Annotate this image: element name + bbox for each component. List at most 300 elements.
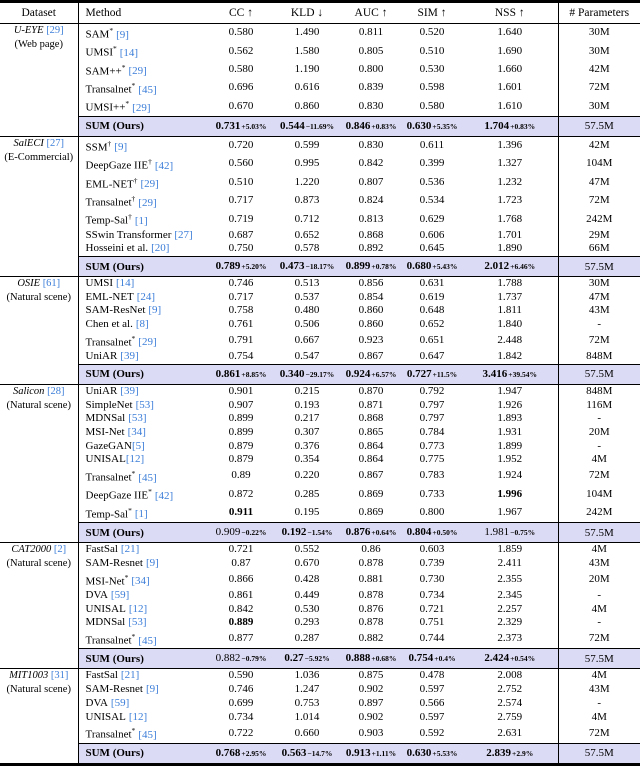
params-cell: 30M [558, 24, 640, 43]
params-cell: 72M [558, 332, 640, 350]
metric-value: 0.629 [419, 212, 445, 225]
sum-metric-cell [274, 743, 340, 764]
sum-percent: +5.35% [432, 121, 458, 131]
method-cell [78, 630, 208, 649]
metric-cell [462, 589, 558, 603]
metric-cell [208, 210, 274, 228]
metric-value: 0.923 [358, 334, 384, 347]
metric-value: 0.530 [294, 602, 320, 615]
table-row [0, 291, 640, 305]
metric-value: 0.866 [228, 572, 254, 585]
method-name: DVA [85, 588, 108, 601]
metric-cell [462, 724, 558, 743]
metric-value: 1.701 [497, 228, 523, 241]
sum-metric-cell [402, 116, 462, 136]
table-header [0, 2, 640, 24]
citation-link[interactable]: [28] [47, 385, 65, 397]
table-row [0, 571, 640, 589]
citation-link[interactable]: [45] [138, 471, 157, 484]
metric-value: 0.611 [419, 139, 445, 152]
metric-cell [274, 192, 340, 210]
metric-value: 0.861 [228, 588, 254, 601]
citation-link[interactable]: [9] [148, 304, 162, 317]
metric-value: 0.860 [294, 99, 320, 112]
col-header-parameters: # Parameters [558, 2, 640, 24]
metric-value: 1.768 [497, 212, 523, 225]
method-name: FastSal [85, 543, 118, 556]
citation-link[interactable]: [9] [114, 141, 128, 154]
metric-value: 0.733 [419, 487, 445, 500]
metric-value: 0.536 [419, 175, 445, 188]
sum-percent: +11.5% [432, 369, 458, 379]
metric-cell [340, 557, 402, 571]
metric-cell [402, 97, 462, 116]
method-cell [78, 242, 208, 256]
metric-cell [274, 42, 340, 60]
citation-link[interactable]: [20] [151, 242, 170, 255]
method-cell [78, 711, 208, 725]
method-name: UNISAL [85, 602, 126, 615]
method-name: UMSI++ [85, 102, 126, 115]
sum-metric-cell [340, 649, 402, 669]
metric-value: 2.008 [497, 669, 523, 682]
metric-value: 0.597 [419, 683, 445, 696]
sum-percent: +2.9% [512, 748, 534, 758]
metric-cell [402, 630, 462, 649]
citation-link[interactable]: [59] [110, 696, 130, 709]
metric-cell [340, 384, 402, 398]
sum-row [0, 743, 640, 764]
metric-value: 0.730 [419, 572, 445, 585]
metric-cell [462, 291, 558, 305]
method-cell [78, 350, 208, 364]
params-cell: 104M [558, 155, 640, 173]
header-row [0, 2, 640, 24]
dataset-title [0, 669, 78, 683]
sum-value: 0.882 [215, 652, 241, 665]
dataset-name: Salicon [12, 385, 45, 397]
sum-percent: −5.92% [304, 654, 330, 664]
params-cell: 57.5M [558, 649, 640, 669]
metric-cell [462, 453, 558, 467]
metric-cell [208, 571, 274, 589]
metric-cell [340, 350, 402, 364]
metric-value: 0.892 [358, 242, 384, 255]
citation-link[interactable]: [45] [138, 83, 157, 96]
citation-link[interactable]: [21] [120, 543, 140, 556]
metric-cell [462, 504, 558, 523]
dataset-cell [0, 543, 78, 669]
metric-value: 0.746 [228, 683, 254, 696]
params-cell: 104M [558, 485, 640, 503]
citation-link[interactable]: [42] [154, 490, 174, 503]
sum-metric-cell [208, 743, 274, 764]
citation-link[interactable]: [61] [42, 278, 61, 289]
citation-link[interactable]: [53] [135, 398, 154, 411]
metric-value: 0.797 [419, 412, 445, 425]
metric-value: 0.285 [294, 487, 320, 500]
metric-value: 0.902 [358, 683, 384, 696]
citation-link[interactable]: [8] [135, 318, 149, 331]
method-cell [78, 504, 208, 523]
metric-cell [402, 155, 462, 173]
method-name: SSM [85, 141, 108, 154]
metric-cell [340, 42, 402, 60]
method-cell [78, 61, 208, 79]
metric-cell [340, 724, 402, 743]
method-name: SAM-Resnet [85, 683, 143, 696]
metric-value: 0.220 [294, 469, 320, 482]
metric-value: 0.856 [358, 277, 384, 289]
sum-metric-cell [340, 257, 402, 277]
sum-value: 0.630 [406, 119, 432, 132]
params-cell: 42M [558, 136, 640, 155]
metric-value: 0.879 [228, 453, 254, 466]
metric-value: 0.721 [228, 543, 254, 556]
params-cell: 4M [558, 669, 640, 683]
sum-metric-cell [340, 364, 402, 384]
metric-value: 0.995 [294, 157, 320, 170]
metric-value: 0.901 [228, 384, 254, 397]
metric-cell [462, 384, 558, 398]
metric-value: 1.640 [497, 26, 523, 39]
metric-cell [340, 467, 402, 485]
citation-link[interactable]: [34] [131, 575, 150, 588]
metric-value: 1.723 [497, 194, 523, 207]
sum-percent: +6.46% [510, 262, 536, 271]
metric-value: 0.293 [294, 616, 320, 629]
metric-cell [462, 210, 558, 228]
metric-value: 0.797 [419, 398, 445, 411]
metric-value: 0.530 [419, 63, 445, 76]
table-row [0, 467, 640, 485]
citation-link[interactable]: [53] [128, 616, 147, 629]
sum-value: 0.731 [215, 119, 241, 132]
citation-link[interactable]: [12] [125, 453, 145, 466]
metric-cell [208, 97, 274, 116]
citation-link[interactable]: [39] [120, 350, 139, 363]
sum-value: 0.909 [215, 526, 241, 539]
metric-cell [340, 97, 402, 116]
metric-value: 0.631 [419, 277, 445, 289]
metric-cell [208, 426, 274, 440]
metric-cell [208, 467, 274, 485]
metric-value: 0.867 [358, 469, 384, 482]
metric-value: 2.631 [497, 726, 523, 739]
sum-percent: −0.75% [510, 528, 536, 538]
method-name: SAM-ResNet [85, 304, 146, 317]
params-cell: 4M [558, 543, 640, 557]
metric-value: 0.399 [419, 157, 445, 170]
method-cell [78, 318, 208, 332]
params-cell: 30M [558, 97, 640, 116]
sum-value: 0.846 [345, 119, 371, 132]
citation-link[interactable]: [29] [132, 102, 151, 115]
metric-cell [402, 697, 462, 711]
metric-cell [462, 467, 558, 485]
metric-value: 0.580 [228, 63, 254, 76]
citation-link[interactable]: [27] [174, 228, 193, 241]
metric-value: 0.719 [228, 212, 254, 225]
metric-value: 0.590 [228, 669, 254, 682]
table-row [0, 485, 640, 503]
method-superscript: † [133, 175, 138, 185]
metric-cell [462, 440, 558, 454]
citation-link[interactable]: [9] [145, 683, 159, 696]
metric-value: 0.534 [419, 194, 445, 207]
dataset-subtitle: (Natural scene) [6, 557, 71, 569]
method-name: Transalnet [85, 471, 132, 484]
metric-cell [274, 61, 340, 79]
sum-percent: +5.03% [241, 121, 267, 131]
method-name: Temp-Sal [85, 214, 129, 227]
table-row [0, 384, 640, 398]
citation-link[interactable]: [24] [136, 290, 156, 303]
citation-link[interactable]: [29] [46, 25, 64, 36]
sum-value: 0.876 [345, 526, 371, 539]
sum-label-cell: SUM (Ours) [78, 257, 208, 277]
metric-value: 0.869 [358, 487, 384, 500]
metric-value: 0.87 [231, 556, 251, 569]
metric-cell [274, 630, 340, 649]
metric-cell [402, 332, 462, 350]
metric-cell [340, 291, 402, 305]
metric-value: 0.560 [228, 157, 254, 170]
params-cell: 20M [558, 426, 640, 440]
metric-cell [340, 332, 402, 350]
metric-cell [402, 616, 462, 630]
citation-link[interactable]: [1] [134, 214, 148, 227]
metric-cell [274, 97, 340, 116]
sum-value: 0.563 [281, 746, 307, 759]
table-row [0, 192, 640, 210]
metric-cell [208, 136, 274, 155]
citation-link[interactable]: [31] [50, 670, 69, 682]
sum-metric-cell [208, 116, 274, 136]
table-row [0, 136, 640, 155]
citation-link[interactable]: [59] [110, 588, 130, 601]
method-name: MSI-Net [85, 425, 125, 438]
params-cell: 43M [558, 557, 640, 571]
method-cell [78, 174, 208, 192]
metric-value: 1.893 [497, 412, 523, 425]
metric-cell [340, 616, 402, 630]
metric-value: 0.598 [419, 81, 445, 94]
metric-value: 0.881 [358, 572, 384, 585]
metric-cell [340, 399, 402, 413]
metric-value: 0.750 [228, 242, 254, 255]
metric-cell [340, 24, 402, 43]
metric-cell [462, 616, 558, 630]
metric-value: 1.610 [497, 99, 523, 112]
citation-link[interactable]: [9] [116, 28, 129, 41]
metric-value: 0.670 [228, 99, 254, 112]
table-row [0, 683, 640, 697]
metric-cell [402, 399, 462, 413]
citation-link[interactable]: [29] [138, 336, 157, 349]
metric-cell [402, 318, 462, 332]
metric-cell [340, 485, 402, 503]
metric-value: 0.897 [358, 696, 384, 709]
metric-value: 0.712 [294, 212, 320, 225]
metric-value: 0.547 [294, 350, 320, 363]
metric-cell [274, 384, 340, 398]
metric-value: 0.580 [419, 99, 445, 112]
metric-value: 0.660 [294, 726, 320, 739]
metric-cell [208, 304, 274, 318]
sum-value: 0.727 [406, 367, 432, 380]
sum-percent: +8.85% [241, 369, 267, 379]
citation-link[interactable]: [9] [145, 556, 159, 569]
params-cell: 242M [558, 504, 640, 523]
sum-percent: +0.83% [371, 121, 397, 131]
sum-percent: +6.57% [371, 369, 397, 379]
table-row [0, 277, 640, 291]
metric-cell [340, 504, 402, 523]
params-cell: 72M [558, 467, 640, 485]
sum-metric-cell [462, 743, 558, 764]
citation-link[interactable]: [14] [119, 47, 139, 60]
dataset-cell [0, 669, 78, 764]
metric-cell [274, 467, 340, 485]
sum-row [0, 364, 640, 384]
metric-value: 0.597 [419, 710, 445, 723]
metric-value: 0.552 [294, 543, 320, 556]
method-superscript: * [131, 469, 136, 479]
method-superscript: * [109, 26, 114, 35]
metric-cell [462, 229, 558, 243]
metric-value: 0.791 [228, 334, 254, 347]
sum-value: 2.839 [486, 746, 512, 759]
metric-cell [274, 711, 340, 725]
metric-cell [208, 589, 274, 603]
citation-link[interactable]: [14] [116, 277, 135, 289]
metric-cell [462, 79, 558, 97]
citation-link[interactable]: [27] [46, 137, 64, 149]
metric-cell [274, 155, 340, 173]
metric-cell [462, 174, 558, 192]
metric-value: 0.869 [358, 506, 384, 519]
metric-value: 0.667 [294, 334, 320, 347]
citation-link[interactable]: [21] [120, 669, 140, 682]
method-name: Transalnet [85, 196, 132, 209]
citation-link[interactable]: [2] [53, 544, 67, 556]
method-superscript: * [131, 333, 136, 343]
method-cell [78, 467, 208, 485]
metric-value: 0.839 [358, 81, 384, 94]
method-name: EML-NET [85, 290, 134, 303]
metric-cell [208, 229, 274, 243]
sum-percent: +0.68% [371, 654, 397, 664]
citation-link[interactable]: [29] [138, 196, 157, 209]
params-cell: 57.5M [558, 116, 640, 136]
metric-cell [274, 291, 340, 305]
metric-value: 0.616 [294, 81, 320, 94]
metric-cell [274, 229, 340, 243]
metric-value: 0.751 [419, 616, 445, 629]
col-header-kld: KLD ↓ [274, 2, 340, 24]
dataset-subtitle: (Web page) [14, 38, 63, 50]
metric-cell [274, 571, 340, 589]
citation-link[interactable]: [29] [128, 65, 147, 78]
metric-cell [340, 669, 402, 683]
citation-link[interactable]: [39] [120, 384, 139, 397]
method-cell [78, 557, 208, 571]
sum-percent: +0.78% [371, 262, 397, 271]
table-row [0, 229, 640, 243]
metric-value: 0.754 [228, 350, 254, 363]
sum-value: 0.473 [279, 260, 305, 272]
metric-cell [208, 697, 274, 711]
params-cell: 57.5M [558, 257, 640, 277]
metric-cell [208, 504, 274, 523]
citation-link[interactable]: [12] [128, 602, 148, 615]
citation-link[interactable]: [42] [154, 159, 174, 172]
dataset-name: SalECI [13, 137, 44, 149]
table-row [0, 61, 640, 79]
metric-cell [340, 711, 402, 725]
citation-link[interactable]: [45] [138, 634, 157, 647]
metric-value: 0.889 [228, 616, 254, 629]
citation-link[interactable]: [5] [131, 439, 145, 452]
metric-cell [402, 174, 462, 192]
metric-value: 0.873 [294, 194, 320, 207]
metric-cell [208, 557, 274, 571]
metric-value: 0.824 [358, 194, 384, 207]
method-name: SSwin Transformer [85, 228, 172, 241]
method-cell [78, 210, 208, 228]
citation-link[interactable]: [45] [138, 728, 157, 741]
citation-link[interactable]: [34] [127, 425, 146, 438]
metric-cell [274, 485, 340, 503]
method-cell [78, 155, 208, 173]
metric-cell [402, 61, 462, 79]
method-name: UniAR [85, 384, 118, 397]
metric-value: 1.952 [497, 453, 523, 466]
sum-value: 0.192 [281, 526, 307, 539]
metric-value: 1.947 [497, 384, 523, 397]
metric-value: 0.580 [228, 26, 254, 39]
table-row [0, 97, 640, 116]
metric-cell [274, 277, 340, 291]
method-superscript: * [131, 726, 136, 736]
dataset-cell [0, 384, 78, 542]
citation-link[interactable]: [29] [140, 178, 159, 191]
metric-cell [274, 683, 340, 697]
metric-value: 0.860 [358, 304, 384, 317]
citation-link[interactable]: [12] [128, 710, 148, 723]
method-name: SAM++ [85, 65, 122, 78]
citation-link[interactable]: [1] [134, 508, 148, 521]
params-cell: - [558, 318, 640, 332]
metric-value: 0.878 [358, 556, 384, 569]
params-cell: 47M [558, 291, 640, 305]
sum-value: 0.804 [406, 526, 432, 539]
params-cell: 72M [558, 630, 640, 649]
method-superscript: * [131, 81, 136, 91]
metric-cell [274, 504, 340, 523]
metric-cell [274, 350, 340, 364]
metric-cell [340, 630, 402, 649]
table-row [0, 724, 640, 743]
metric-cell [340, 589, 402, 603]
method-name: MDNSal [85, 616, 126, 629]
metric-value: 0.651 [419, 334, 445, 347]
citation-link[interactable]: [53] [128, 412, 147, 425]
sum-metric-cell [208, 523, 274, 543]
metric-cell [274, 557, 340, 571]
metric-value: 1.840 [497, 318, 523, 331]
